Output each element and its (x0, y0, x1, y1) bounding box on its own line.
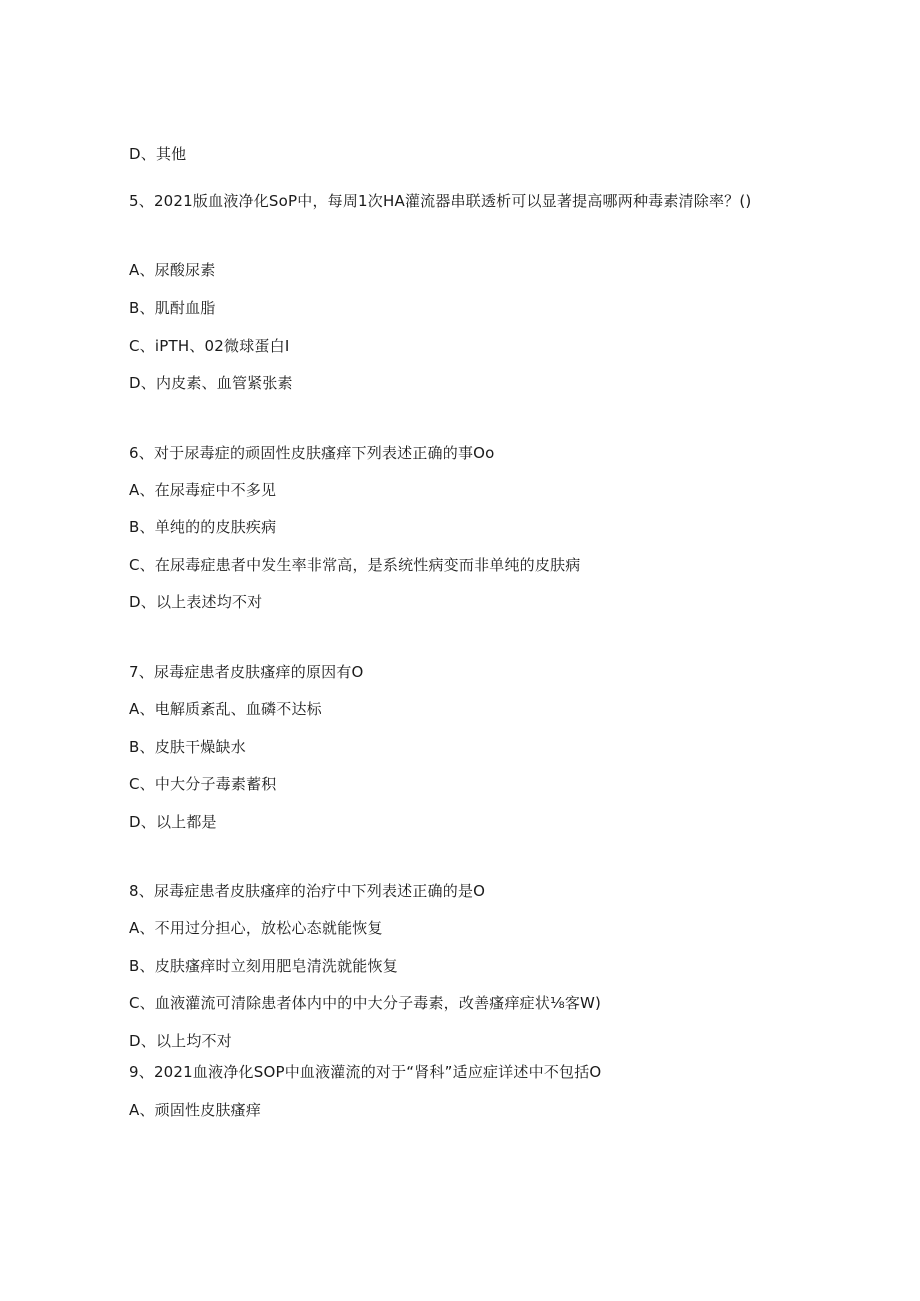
q7-title: 7、尿毒症患者皮肤瘙痒的原因有O (129, 663, 364, 681)
q6-option-c: C、在尿毒症患者中发生率非常高，是系统性病变而非单纯的皮肤病 (129, 556, 581, 574)
q6-option-b: B、单纯的的皮肤疾病 (129, 518, 277, 536)
q8-option-d: D、以上均不对 (129, 1032, 232, 1050)
q7-option-c: C、中大分子毒素蓄积 (129, 775, 277, 793)
q7-option-b: B、皮肤干燥缺水 (129, 738, 246, 756)
q6-option-a: A、在尿毒症中不多见 (129, 481, 277, 499)
q4-option-d: D、其他 (129, 145, 187, 163)
q5-option-a: A、尿酸尿素 (129, 261, 216, 279)
q5-option-b: B、肌酎血脂 (129, 299, 216, 317)
q5-option-d: D、内皮素、血管紧张素 (129, 374, 293, 392)
q8-title: 8、尿毒症患者皮肤瘙痒的治疗中下列表述正确的是O (129, 882, 486, 900)
q7-option-a: A、电解质紊乱、血磷不达标 (129, 700, 322, 718)
q8-option-b: B、皮肤瘙痒时立刻用肥皂清洗就能恢复 (129, 957, 398, 975)
q5-title: 5、2021版血液净化SoP中，每周1次HA灌流器串联透析可以显著提高哪两种毒素清除率？() (129, 192, 752, 210)
q9-option-a: A、顽固性皮肤瘙痒 (129, 1101, 262, 1119)
q5-option-c: C、iPTH、02微球蛋白I (129, 337, 290, 355)
q6-option-d: D、以上表述均不对 (129, 593, 263, 611)
q8-option-a: A、不用过分担心，放松心态就能恢复 (129, 919, 383, 937)
q8-option-c: C、血液灌流可清除患者体内中的中大分子毒素，改善瘙痒症状⅛客W) (129, 994, 602, 1012)
q9-title: 9、2021血液净化SOP中血液灌流的对于“肾科”适应症详述中不包括O (129, 1063, 602, 1081)
q7-option-d: D、以上都是 (129, 813, 217, 831)
q6-title: 6、对于尿毒症的顽固性皮肤瘙痒下列表述正确的事Oo (129, 444, 495, 462)
